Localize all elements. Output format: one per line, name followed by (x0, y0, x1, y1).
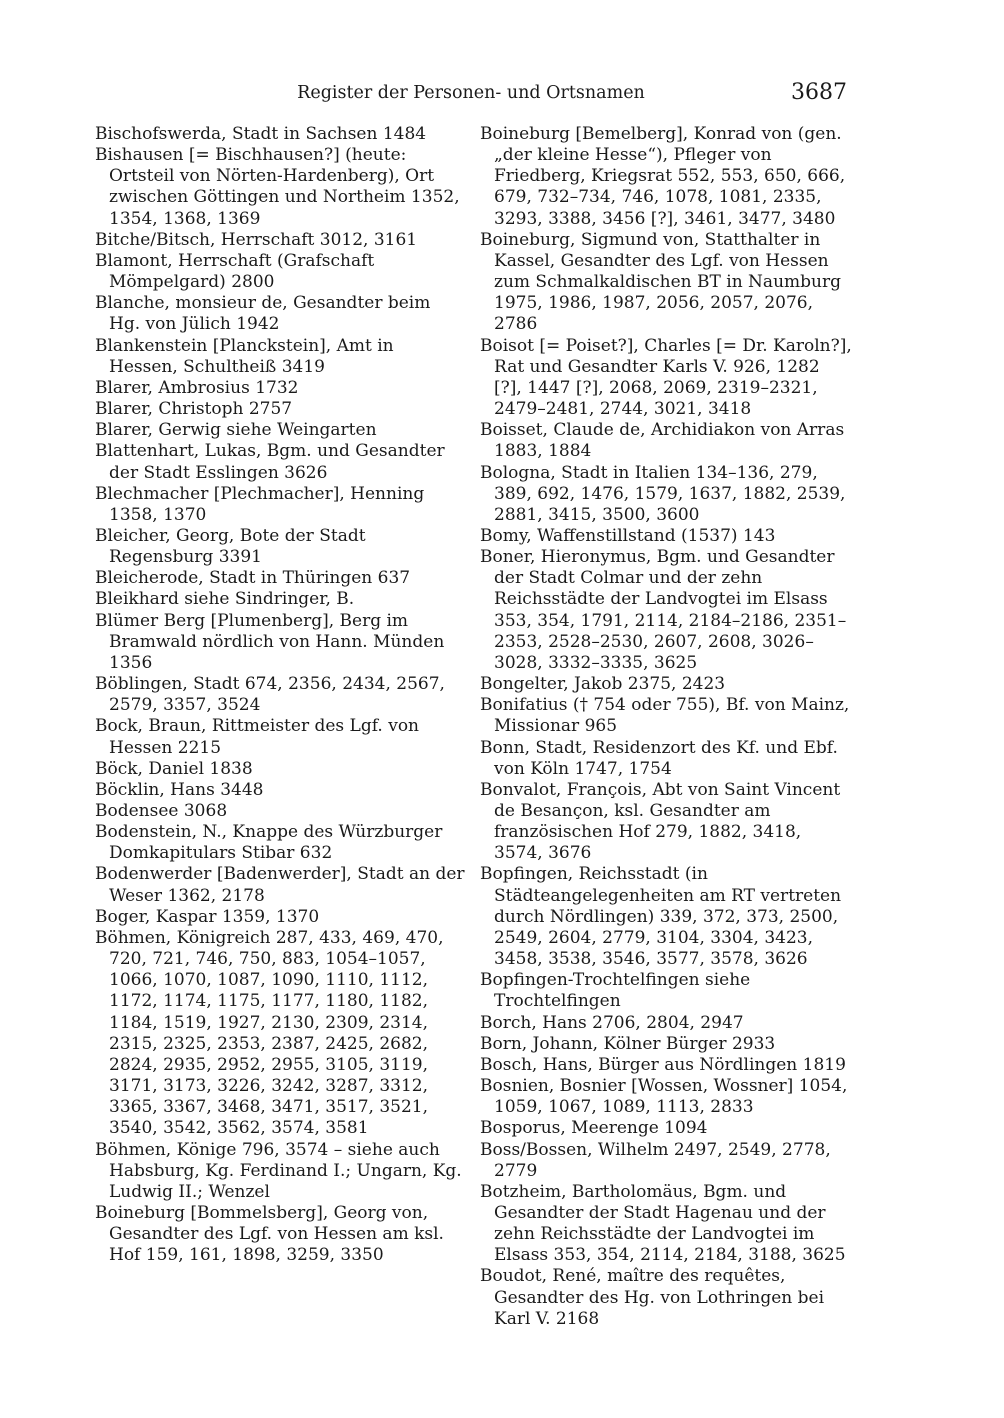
index-entry: Bishausen [= Bischhausen?] (heute: Ortsteil von Nörten-Hardenberg), Ort zwischen Göttingen und Northeim 1352, 1354, 1368, 1369 (95, 145, 460, 229)
index-entry: Blümer Berg [Plumenberg], Berg im Bramwald nördlich von Hann. Münden 1356 (95, 610, 445, 673)
running-head (95, 80, 847, 110)
index-entry: Bonifatius († 754 oder 755), Bf. von Mainz, Missionar 965 (480, 695, 850, 737)
index-entry: Bopfingen, Reichsstadt (in Städteangelegenheiten am RT vertreten durch Nördlingen) 339, 372, 373, 2500, 2549, 2604, 2779, 3104, 3304, 3423, 3458, 3538, 3546, 3577, 3578, 3626 (480, 864, 842, 970)
index-entry: Boisot [= Poiset?], Charles [= Dr. Karoln?], Rat und Gesandter Karls V. 926, 1282 [?], 1447 [?], 2068, 2069, 2319–2321, 2479–2481, 2744, 3021, 3418 (480, 335, 852, 420)
index-entry: Bitche/Bitsch, Herrschaft 3012, 3161 (95, 229, 418, 250)
index-entry: Bodenwerder [Badenwerder], Stadt an der Weser 1362, 2178 (95, 864, 465, 906)
index-entry: Bischofswerda, Stadt in Sachsen 1484 (95, 124, 427, 144)
index-entry: Blankenstein [Planckstein], Amt in Hessen, Schultheiß 3419 (95, 335, 394, 377)
index-entry: Boner, Hieronymus, Bgm. und Gesandter der Stadt Colmar und der zehn Reichsstädte der Landvogtei im Elsass 353, 354, 1791, 2114, 2184–2186, 2351–2353, 2528–2530, 2607, 2608, 3026–3028, 3332–3335, 3625 (480, 547, 847, 673)
index-column-right (480, 124, 852, 1330)
index-entry: Böhmen, Königreich 287, 433, 469, 470, 720, 721, 746, 750, 883, 1054–1057, 1066, 1070, 1087, 1090, 1110, 1112, 1172, 1174, 1175, 1177, 1180, 1182, 1184, 1519, 1927, 2130, 2309, 2314, 2315, 2325, 2353, 2387, 2425, 2682, 2824, 2935, 2952, 2955, 3105, 3119, 3171, 3173, 3226, 3242, 3287, 3312, 3365, 3367, 3468, 3471, 3517, 3521, 3540, 3542, 3562, 3574, 3581 (95, 927, 444, 1139)
running-title: Register der Personen- und Ortsnamen (297, 83, 645, 103)
index-entry: Blarer, Ambrosius 1732 (95, 377, 299, 398)
index-entry: Bosnien, Bosnier [Wossen, Wossner] 1054, 1059, 1067, 1089, 1113, 2833 (480, 1076, 848, 1118)
index-entry: Borch, Hans 2706, 2804, 2947 (480, 1012, 744, 1033)
index-entry: Botzheim, Bartholomäus, Bgm. und Gesandter der Stadt Hagenau und der zehn Reichsstädte der Landvogtei im Elsass 353, 354, 2114, 2184, 3188, 3625 (480, 1181, 846, 1266)
index-entry: Bosch, Hans, Bürger aus Nördlingen 1819 (480, 1054, 846, 1075)
index-entry: Böblingen, Stadt 674, 2356, 2434, 2567, 2579, 3357, 3524 (95, 674, 445, 716)
index-entry: Bologna, Stadt in Italien 134–136, 279, 389, 692, 1476, 1579, 1637, 1882, 2539, 2881, 3415, 3500, 3600 (480, 462, 846, 525)
index-entry: Bonn, Stadt, Residenzort des Kf. und Ebf. von Köln 1747, 1754 (480, 737, 838, 779)
index-entry: Bonvalot, François, Abt von Saint Vincent de Besançon, ksl. Gesandter am französischen Hof 279, 1882, 3418, 3574, 3676 (480, 779, 841, 864)
index-entry: Blattenhart, Lukas, Bgm. und Gesandter der Stadt Esslingen 3626 (95, 441, 445, 483)
index-entry: Bleicher, Georg, Bote der Stadt Regensburg 3391 (95, 525, 366, 568)
index-entry: Boudot, René, maître des requêtes, Gesandter des Hg. von Lothringen bei Karl V. 2168 (480, 1266, 825, 1329)
index-entry: Blarer, Gerwig siehe Weingarten (95, 420, 377, 441)
index-entry: Blechmacher [Plechmacher], Henning 1358, 1370 (95, 483, 425, 525)
index-entry: Boger, Kaspar 1359, 1370 (95, 906, 320, 927)
index-entry: Boineburg, Sigmund von, Statthalter in Kassel, Gesandter des Lgf. von Hessen zum Schmalkaldischen BT in Naumburg 1975, 1986, 1987, 2056, 2057, 2076, 2786 (480, 229, 841, 335)
page-number: 3687 (791, 80, 847, 105)
index-entry: Bleikhard siehe Sindringer, B. (95, 589, 355, 610)
index-entry: Blamont, Herrschaft (Grafschaft Mömpelgard) 2800 (95, 250, 375, 293)
index-entry: Bleicherode, Stadt in Thüringen 637 (95, 568, 411, 589)
index-entry: Bock, Braun, Rittmeister des Lgf. von Hessen 2215 (95, 716, 420, 758)
index-entry: Bomy, Waffenstillstand (1537) 143 (480, 525, 776, 546)
index-entry: Bopfingen-Trochtelfingen siehe Trochtelfingen (480, 970, 751, 1012)
index-entry: Boineburg [Bemelberg], Konrad von (gen. „der kleine Hesse“), Pfleger von Friedberg, Kriegsrat 552, 553, 650, 666, 679, 732–734, 746, 1078, 1081, 2335, 3293, 3388, 3456 [?], 3461, 3477, 3480 (480, 124, 846, 229)
index-column-left (95, 124, 465, 1266)
index-entry: Böhmen, Könige 796, 3574 – siehe auch Habsburg, Kg. Ferdinand I.; Ungarn, Kg. Ludwig II.; Wenzel (95, 1139, 462, 1202)
index-entry: Bodensee 3068 (95, 801, 228, 821)
index-entry: Blanche, monsieur de, Gesandter beim Hg. von Jülich 1942 (95, 293, 431, 335)
index-entry: Böcklin, Hans 3448 (95, 779, 264, 800)
index-entry: Boisset, Claude de, Archidiakon von Arras 1883, 1884 (480, 420, 845, 462)
index-entry: Born, Johann, Kölner Bürger 2933 (480, 1033, 776, 1054)
index-entry: Böck, Daniel 1838 (95, 758, 253, 779)
index-entry: Bosporus, Meerenge 1094 (480, 1118, 708, 1139)
index-entry: Boineburg [Bommelsberg], Georg von, Gesandter des Lgf. von Hessen am ksl. Hof 159, 161, 1898, 3259, 3350 (95, 1202, 444, 1266)
index-entry: Bodenstein, N., Knappe des Würzburger Domkapitulars Stibar 632 (95, 822, 443, 864)
index-entry: Blarer, Christoph 2757 (95, 399, 293, 420)
index-entry: Bongelter, Jakob 2375, 2423 (480, 674, 726, 695)
index-entry: Boss/Bossen, Wilhelm 2497, 2549, 2778, 2779 (480, 1139, 831, 1181)
